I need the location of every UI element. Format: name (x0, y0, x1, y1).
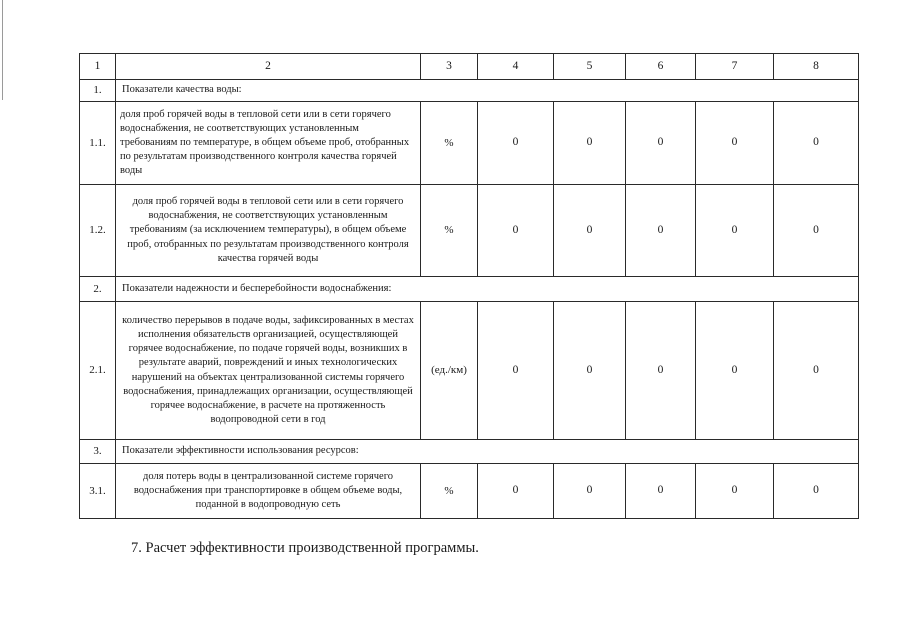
row-code: 3.1. (80, 464, 116, 519)
value-cell: 0 (696, 464, 774, 519)
header-cell: 7 (696, 54, 774, 80)
section-row (80, 80, 859, 102)
value-cell: 0 (626, 464, 696, 519)
table-row (80, 102, 859, 185)
row-description: доля проб горячей воды в тепловой сети или в сети горячего водоснабжения, не соответствующих установленным требованиям (за исключением температуры), в общем объеме проб, отобранных по результатам производственного контроля качества горячей воды (116, 185, 421, 277)
value-cell: 0 (774, 185, 859, 277)
section-heading: 7. Расчет эффективности производственной программы. (131, 540, 479, 556)
value-cell: 0 (696, 302, 774, 440)
value-cell: 0 (554, 185, 626, 277)
page-edge-rule (2, 0, 3, 100)
row-description: доля потерь воды в централизованной системе горячего водоснабжения при транспортировке в общем объеме воды, поданной в водопроводную сеть (116, 464, 421, 519)
row-unit: (ед./км) (421, 302, 478, 440)
section-row (80, 440, 859, 464)
section-title: Показатели эффективности использования ресурсов: (116, 440, 859, 464)
value-cell: 0 (626, 102, 696, 185)
row-description: доля проб горячей воды в тепловой сети или в сети горячего водоснабжения, не соответствующих установленным требованиям по температуре, в общем объеме проб, отобранных по результатам производственного контроля качества горячей воды (116, 102, 421, 185)
row-code: 1.2. (80, 185, 116, 277)
row-code: 2.1. (80, 302, 116, 440)
header-cell: 2 (116, 54, 421, 80)
header-cell: 5 (554, 54, 626, 80)
value-cell: 0 (774, 302, 859, 440)
header-cell: 4 (478, 54, 554, 80)
section-code: 1. (80, 80, 116, 102)
indicators-table (79, 53, 859, 519)
header-cell: 3 (421, 54, 478, 80)
value-cell: 0 (696, 185, 774, 277)
value-cell: 0 (554, 102, 626, 185)
header-cell: 8 (774, 54, 859, 80)
row-code: 1.1. (80, 102, 116, 185)
section-title: Показатели надежности и бесперебойности водоснабжения: (116, 277, 859, 302)
value-cell: 0 (626, 302, 696, 440)
value-cell: 0 (696, 102, 774, 185)
section-code: 3. (80, 440, 116, 464)
row-unit: % (421, 102, 478, 185)
value-cell: 0 (554, 464, 626, 519)
section-code: 2. (80, 277, 116, 302)
value-cell: 0 (626, 185, 696, 277)
value-cell: 0 (554, 302, 626, 440)
table-row (80, 302, 859, 440)
table-row (80, 464, 859, 519)
value-cell: 0 (478, 302, 554, 440)
row-unit: % (421, 185, 478, 277)
value-cell: 0 (478, 185, 554, 277)
table-header-row (80, 54, 859, 80)
value-cell: 0 (478, 102, 554, 185)
row-unit: % (421, 464, 478, 519)
section-title: Показатели качества воды: (116, 80, 859, 102)
section-row (80, 277, 859, 302)
value-cell: 0 (774, 102, 859, 185)
header-cell: 6 (626, 54, 696, 80)
value-cell: 0 (478, 464, 554, 519)
header-cell: 1 (80, 54, 116, 80)
row-description: количество перерывов в подаче воды, зафиксированных в местах исполнения обязательств организацией, осуществляющей горячее водоснабжение, по подаче горячей воды, возникших в результате аварий, повреждений и иных технологических нарушений на объектах централизованной системы горячего водоснабжения, принадлежащих организации, осуществляющей горячее водоснабжение, в расчете на протяженность водопроводной сети в год (116, 302, 421, 440)
value-cell: 0 (774, 464, 859, 519)
table-row (80, 185, 859, 277)
